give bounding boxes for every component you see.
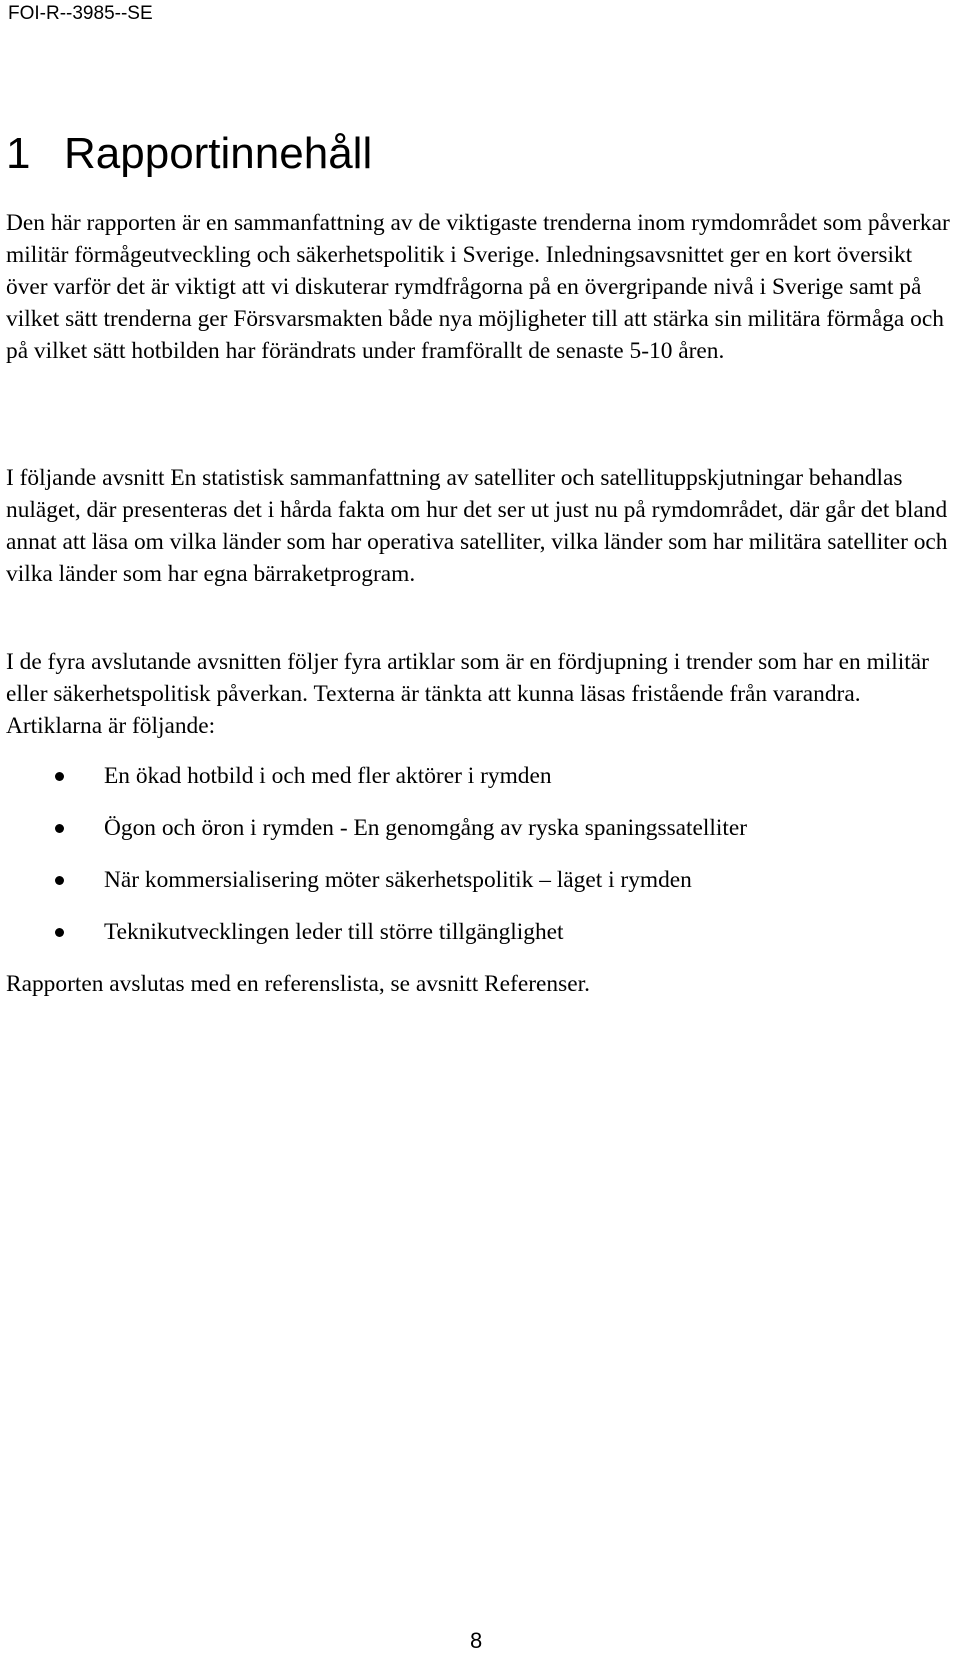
list-item-label: Teknikutvecklingen leder till större tillgänglighet: [104, 919, 564, 945]
list-item-label: När kommersialisering möter säkerhetspolitik – läget i rymden: [104, 867, 692, 893]
page-number: 8: [470, 1628, 483, 1653]
bullet-icon: [55, 928, 64, 937]
section-heading: [6, 128, 372, 180]
bullet-icon: [55, 772, 64, 781]
list-item: [0, 760, 747, 812]
bullet-icon: [55, 876, 64, 885]
bullet-icon: [55, 824, 64, 833]
list-item-label: En ökad hotbild i och med fler aktörer i rymden: [104, 763, 552, 789]
list-item: [0, 812, 747, 864]
section-number: 1: [6, 129, 31, 178]
article-list: [0, 760, 747, 968]
paragraph-intro: Den här rapporten är en sammanfattning av de viktigaste trenderna inom rymdområdet som påverkar militär förmågeutveckling och säkerhetspolitik i Sverige. Inledningsavsnittet ger en kort översikt över varför det är viktigt att vi diskuterar rymdfrågorna på en övergripande nivå i Sverige samt på vilket sätt trenderna ger Försvarsmakten både nya möjligheter till att stärka sin militära förmåga och på vilket sätt hotbilden har förändrats under framförallt de senaste 5-10 åren.: [6, 210, 950, 364]
paragraph-articles: I de fyra avslutande avsnitten följer fyra artiklar som är en fördjupning i trender som har en militär eller säkerhetspolitisk påverkan. Texterna är tänkta att kunna läsas fristående från varandra. Artiklarna är följande:: [6, 649, 929, 739]
paragraph-statistics: I följande avsnitt En statistisk sammanfattning av satelliter och satellituppskjutningar behandlas nuläget, där presenteras det i hårda fakta om hur det ser ut just nu på rymdområdet, där går det bland annat att läsa om vilka länder som har operativa satelliter, vilka länder som har militära satelliter och vilka länder som har egna bärraketprogram.: [6, 465, 948, 587]
list-item: [0, 864, 747, 916]
section-title: Rapportinnehåll: [64, 129, 373, 178]
list-item: [0, 916, 747, 968]
closing-paragraph: Rapporten avslutas med en referenslista, se avsnitt Referenser.: [6, 971, 590, 997]
document-id: FOI-R--3985--SE: [8, 3, 153, 24]
list-item-label: Ögon och öron i rymden - En genomgång av ryska spaningssatelliter: [104, 815, 748, 841]
